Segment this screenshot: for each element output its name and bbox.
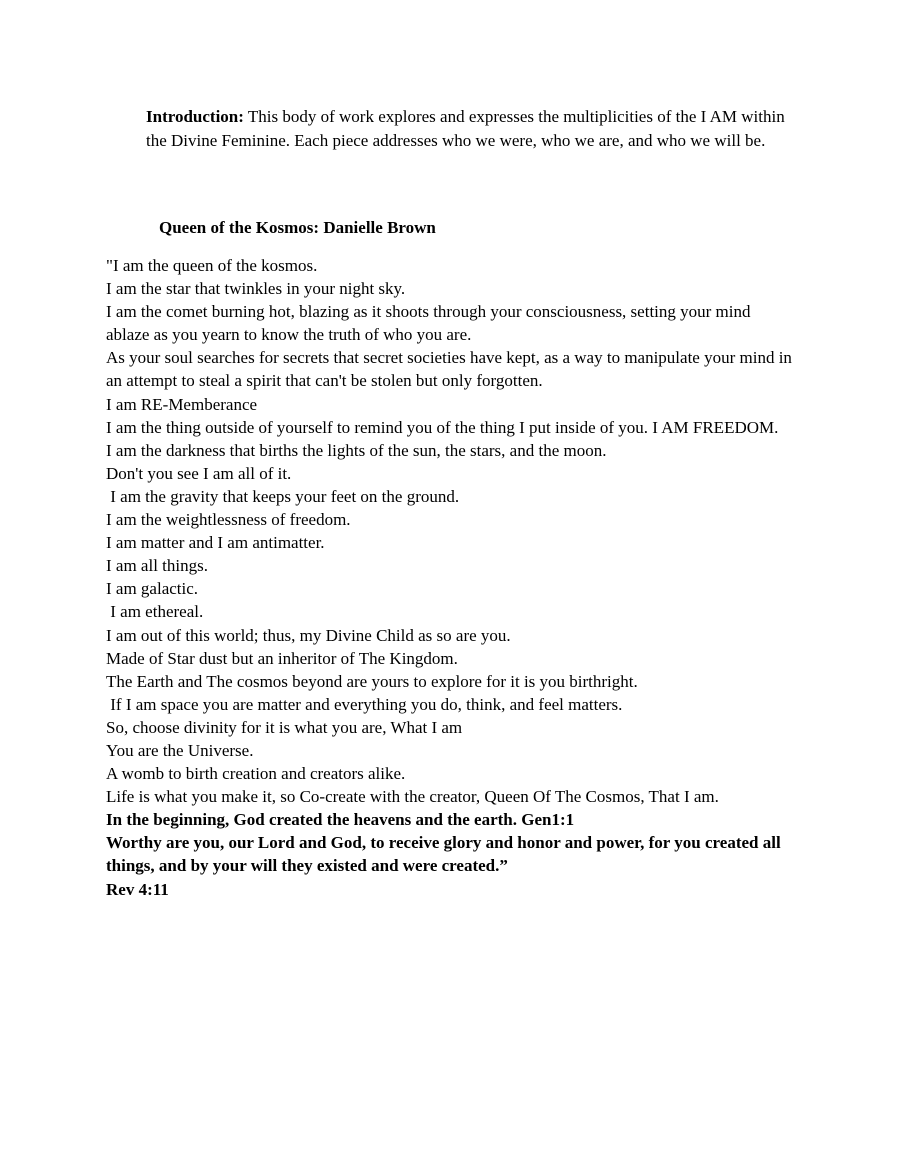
poem-title: Queen of the Kosmos: Danielle Brown: [159, 218, 436, 237]
poem-line: You are the Universe.: [106, 740, 254, 760]
poem-body: [106, 254, 796, 901]
poem-line: If I am space you are matter and everything you do, think, and feel matters.: [106, 694, 623, 714]
poem-line: I am the star that twinkles in your night sky.: [106, 279, 406, 299]
poem-line: I am ethereal.: [106, 602, 204, 622]
introduction-paragraph: [146, 105, 794, 152]
poem-line: I am RE-Memberance: [106, 394, 258, 414]
poem-line: As your soul searches for secrets that secret societies have kept, as a way to manipulate your mind in an attempt to steal a spirit that can't be stolen but only forgotten.: [106, 348, 797, 391]
poem-line: I am all things.: [106, 556, 208, 576]
introduction-text: This body of work explores and expresses the multiplicities of the I AM within the Divine Feminine. Each piece addresses who we were, who we are, and who we will be.: [146, 107, 785, 150]
poem-line: So, choose divinity for it is what you are, What I am: [106, 717, 463, 737]
scripture-reference: Rev 4:11: [106, 879, 169, 899]
poem-line: I am galactic.: [106, 579, 199, 599]
poem-line: The Earth and The cosmos beyond are yours to explore for it is you birthright.: [106, 671, 638, 691]
poem-line: Don't you see I am all of it.: [106, 463, 292, 483]
poem-line: Made of Star dust but an inheritor of The Kingdom.: [106, 648, 458, 668]
poem-line: I am the weightlessness of freedom.: [106, 510, 351, 530]
poem-line: I am the thing outside of yourself to remind you of the thing I put inside of you. I AM FREEDOM.: [106, 417, 779, 437]
scripture-line: Worthy are you, our Lord and God, to receive glory and honor and power, for you created all things, and by your will they existed and were created.”: [106, 833, 785, 876]
poem-line: I am the comet burning hot, blazing as it shoots through your consciousness, setting your mind ablaze as you yearn to know the truth of who you are.: [106, 302, 755, 345]
poem-line: I am matter and I am antimatter.: [106, 533, 325, 553]
poem-line: A womb to birth creation and creators alike.: [106, 764, 406, 784]
poem-line: "I am the queen of the kosmos.: [106, 256, 318, 275]
introduction-label: Introduction:: [146, 107, 244, 126]
poem-line: Life is what you make it, so Co-create with the creator, Queen Of The Cosmos, That I am.: [106, 787, 719, 807]
poem-line: I am the darkness that births the lights of the sun, the stars, and the moon.: [106, 440, 607, 460]
scripture-line: In the beginning, God created the heavens and the earth. Gen1:1: [106, 810, 575, 830]
poem-line: I am out of this world; thus, my Divine Child as so are you.: [106, 625, 511, 645]
poem-line: I am the gravity that keeps your feet on the ground.: [106, 486, 460, 506]
